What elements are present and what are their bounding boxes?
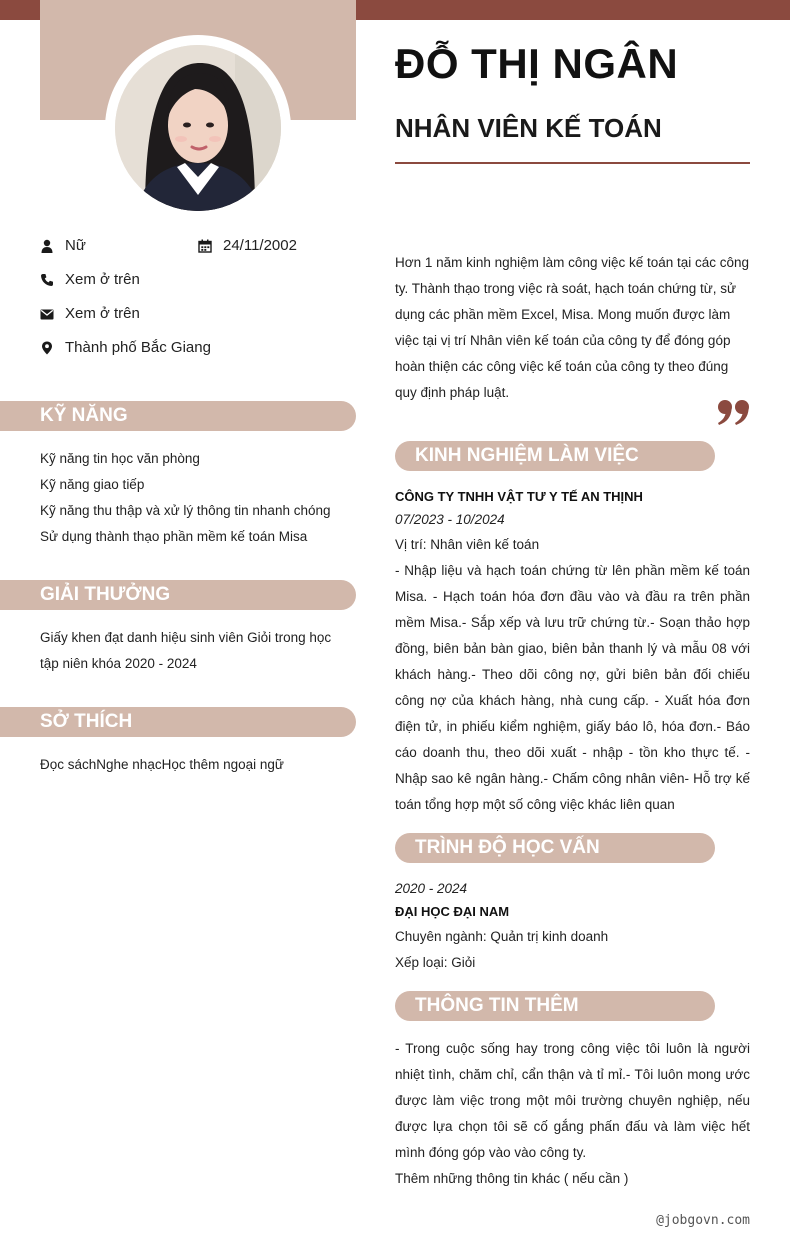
education-grade: Xếp loại: Giỏi (395, 955, 476, 970)
phone-info (40, 271, 140, 288)
birthdate-value: 24/11/2002 (223, 237, 297, 254)
awards-heading-bar (0, 580, 356, 610)
career-summary: Hơn 1 năm kinh nghiệm làm công việc kế toán tại các công ty. Thành thạo trong việc rà soát, hạch toán chứng từ, sử dụng các phần mềm Excel, Misa. Mong muốn được làm việc tại vị trí Nhân viên kế toán của công ty để đóng góp hoàn thiện các công việc kế toán của công ty theo đúng quy định pháp luật. (395, 255, 750, 400)
skill-item: Kỹ năng tin học văn phòng (40, 451, 200, 466)
person-icon (40, 239, 54, 253)
address-info (40, 339, 211, 356)
hobbies-heading-bar (0, 707, 356, 737)
candidate-name: ĐỖ THỊ NGÂN (395, 40, 679, 87)
phone-icon (40, 273, 54, 287)
additional-text: - Trong cuộc sống hay trong công việc tôi luôn là người nhiệt tình, chăm chỉ, cẩn thận và tỉ mỉ.- Tôi luôn mong ước được làm việc trong một môi trường chuyên nghiệp, nếu được lựa chọn tôi sẽ cố gắng phấn đấu và làm việc hết mình đóng góp vào vào công ty. (395, 1041, 750, 1160)
calendar-icon (198, 239, 212, 253)
avatar-photo (115, 45, 281, 211)
company-name: CÔNG TY TNHH VẬT TƯ Y TẾ AN THỊNH (395, 489, 643, 504)
job-title: NHÂN VIÊN KẾ TOÁN (395, 113, 662, 143)
education-period: 2020 - 2024 (395, 881, 468, 896)
skill-item: Sử dụng thành thạo phần mềm kế toán Misa (40, 529, 308, 544)
location-pin-icon (40, 341, 54, 355)
awards-text: Giấy khen đạt danh hiệu sinh viên Giỏi trong học tập niên khóa 2020 - 2024 (40, 630, 332, 671)
birthdate-info (198, 237, 297, 254)
footer-watermark: @jobgovn.com (656, 1213, 750, 1228)
education-major: Chuyên ngành: Quản trị kinh doanh (395, 929, 609, 944)
hobbies-text: Đọc sáchNghe nhạcHọc thêm ngoại ngữ (40, 757, 284, 772)
experience-period: 07/2023 - 10/2024 (395, 512, 505, 527)
title-divider (395, 162, 750, 164)
additional-note: Thêm những thông tin khác ( nếu cần ) (395, 1171, 629, 1186)
experience-heading-bar (395, 441, 715, 471)
skill-item: Kỹ năng thu thập và xử lý thông tin nhanh chóng (40, 503, 331, 518)
experience-description: - Nhập liệu và hạch toán chứng từ lên phần mềm kế toán Misa. - Hạch toán hóa đơn đầu vào và đầu ra trên phần mềm Misa.- Sắp xếp và lưu trữ chứng từ.- Soạn thảo hợp đồng, biên bản bàn giao, biên bản thanh lý và mẫu 08 với khách hàng.- Theo dõi công nợ, gửi biên bản đối chiếu công nợ của khách hàng, nhà cung cấp. - Xuất hóa đơn điện tử, in phiếu kiểm nghiệm, giấy báo lô, hóa đơn.- Báo cáo doanh thu, theo dõi xuất - nhập - tồn kho thực tế. - Nhập sao kê ngân hàng.- Chấm công nhân viên- Hỗ trợ kế toán tổng hợp một số công việc khác liên quan (395, 563, 750, 812)
skill-item: Kỹ năng giao tiếp (40, 477, 145, 492)
address-value: Thành phố Bắc Giang (65, 339, 211, 356)
phone-value: Xem ở trên (65, 271, 140, 288)
avatar (115, 45, 281, 211)
education-heading-bar (395, 833, 715, 863)
email-info (40, 305, 140, 322)
gender-value: Nữ (65, 237, 86, 254)
gender-info (40, 237, 86, 254)
school-name: ĐẠI HỌC ĐẠI NAM (395, 904, 510, 919)
hobbies-heading: SỞ THÍCH (40, 711, 133, 732)
additional-heading-bar (395, 991, 715, 1021)
experience-heading: KINH NGHIỆM LÀM VIỆC (415, 445, 639, 466)
mail-icon (40, 307, 54, 321)
email-value: Xem ở trên (65, 305, 140, 322)
quote-icon (716, 398, 752, 428)
skills-list (40, 446, 350, 550)
additional-heading: THÔNG TIN THÊM (415, 995, 579, 1016)
experience-position: Vị trí: Nhân viên kế toán (395, 537, 540, 552)
education-heading: TRÌNH ĐỘ HỌC VẤN (415, 837, 600, 858)
skills-heading-bar (0, 401, 356, 431)
skills-heading: KỸ NĂNG (40, 405, 128, 426)
awards-heading: GIẢI THƯỞNG (40, 584, 171, 605)
